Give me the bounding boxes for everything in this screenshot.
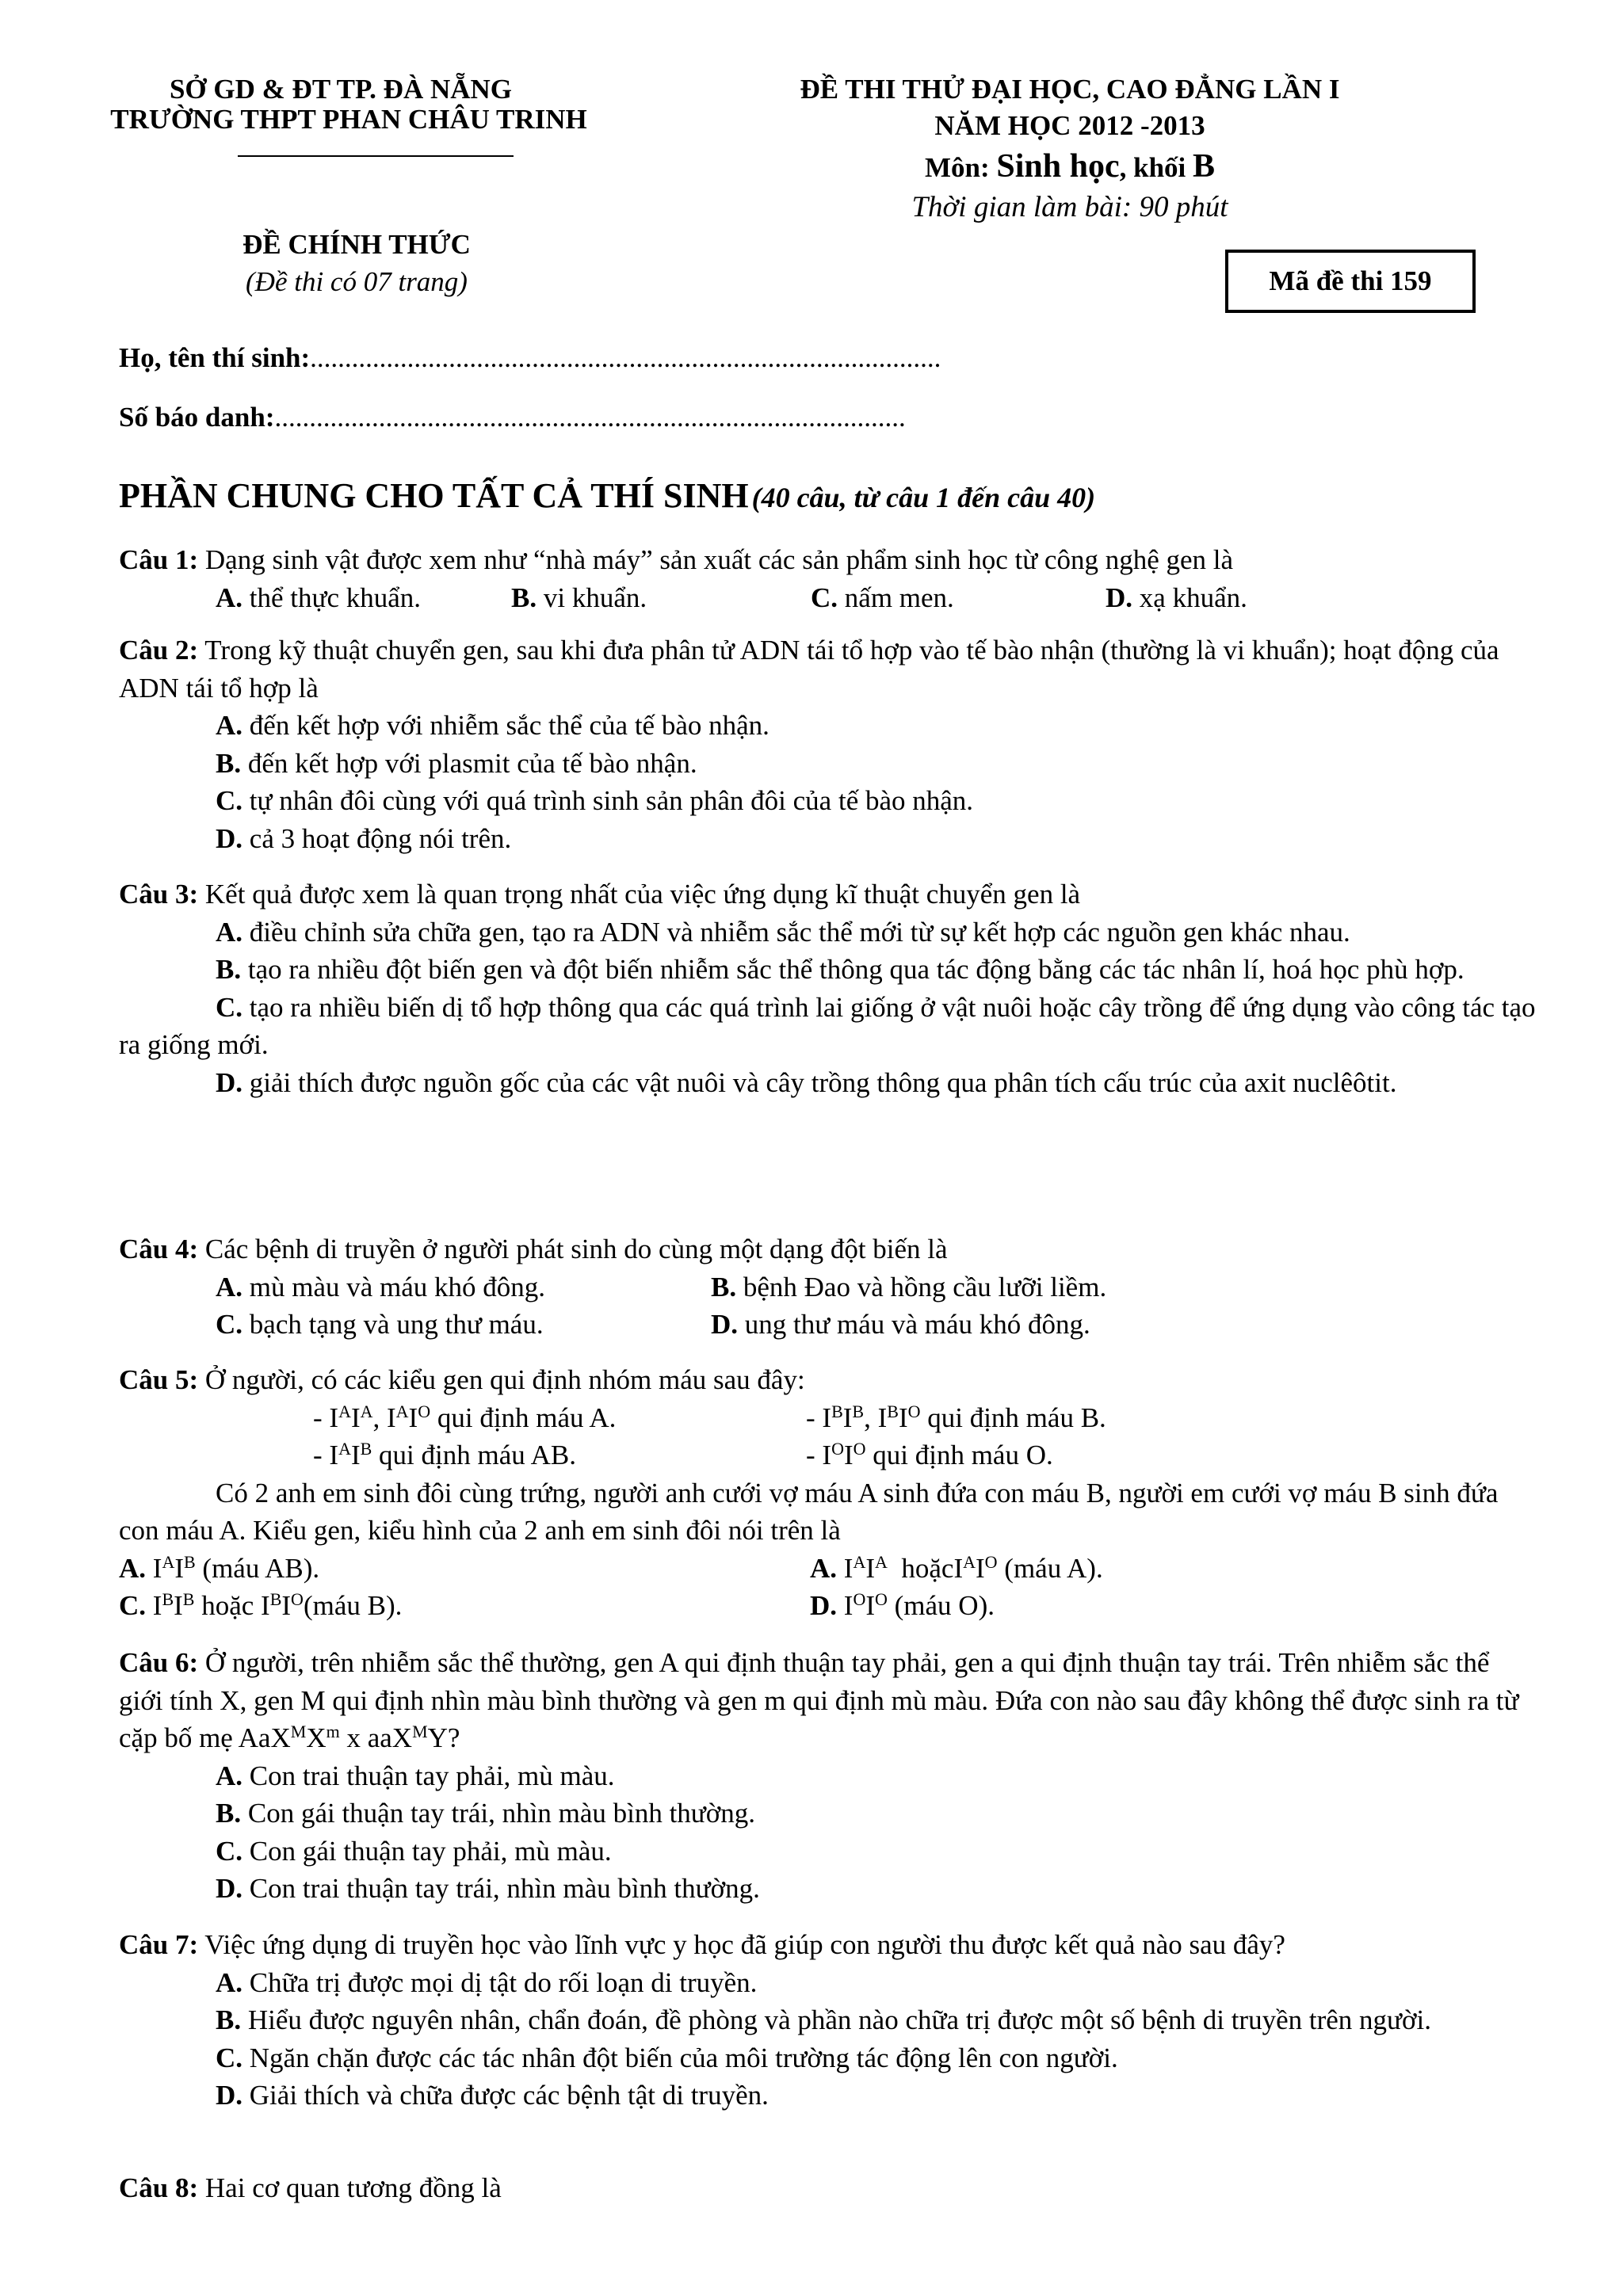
q4-label: Câu 4: xyxy=(119,1234,199,1264)
student-id-dots: ........................................................................................... xyxy=(274,402,906,433)
q5-label: Câu 5: xyxy=(119,1364,199,1395)
exam-code-box xyxy=(1225,250,1476,313)
q4-option-a: mù màu và máu khó đông. xyxy=(249,1271,546,1302)
question-1: Câu 1: Dạng sinh vật được xem như “nhà máy” sản xuất các sản phẩm sinh học từ công nghệ gen là A. thể thực khuẩn. B. vi khuẩn. C. nấm men. D. xạ khuẩn. xyxy=(119,544,1247,613)
exam-title: ĐỀ THI THỬ ĐẠI HỌC, CAO ĐẲNG LẦN I xyxy=(800,74,1340,105)
student-name-dots: ........................................................................................... xyxy=(310,342,941,373)
question-6: Câu 6: Ở người, trên nhiễm sắc thể thường, gen A qui định thuận tay phải, gen a qui định thuận tay trái. Trên nhiễm sắc thể giới tính X, gen M qui định nhìn màu bình thường và gen m qui định mù màu. Đứa con nào sau đây không thể được sinh ra từ cặp bố mẹ $AaX^MX^m$ x aaX$^M$Y? A. Con trai thuận tay phải, mù màu. B. Con gái thuận tay trái, nhìn màu bình thường. C. Con gái thuận tay phải, mù màu. D. Con trai thuận tay trái, nhìn màu bình thường. xyxy=(119,1647,1519,1904)
question-8 xyxy=(119,2169,1537,2207)
q5-option-b: A. $I^AI^A$ $hoặcI^AI^O$ (máu A). xyxy=(810,1551,1103,1584)
q8-text: Hai cơ quan tương đồng là xyxy=(204,2172,502,2203)
exam-duration: Thời gian làm bài: 90 phút xyxy=(911,191,1228,223)
q3-label: Câu 3: xyxy=(119,879,199,910)
q1-label: Câu 1: xyxy=(119,544,199,575)
question-4: Câu 4: Các bệnh di truyền ở người phát sinh do cùng một dạng đột biến là A. mù màu và máu khó đông. B. bệnh Đao và hồng cầu lưỡi liềm. C. bạch tạng và ung thư máu. D. ung thư máu và máu khó đông. xyxy=(119,1234,1107,1340)
department-name: SỞ GD & ĐT TP. ĐÀ NẴNG xyxy=(169,74,513,105)
q5-option-c: C. $I^BI^B$ hoặc $I^BI^O(máu$ B). xyxy=(119,1589,403,1621)
q6-option-b: Con gái thuận tay trái, nhìn màu bình thường. xyxy=(247,1798,756,1829)
q7-option-c: Ngăn chặn được các tác nhân đột biến của môi trường tác động lên con người. xyxy=(249,2042,1118,2073)
q5-text: Ở người, có các kiểu gen qui định nhóm máu sau đây: xyxy=(204,1364,805,1395)
subject-line xyxy=(713,147,1426,185)
question-2: Câu 2: Trong kỹ thuật chuyển gen, sau khi đưa phân tử ADN tái tổ hợp vào tế bào nhận (thường là vi khuẩn); hoạt động của ADN tái tổ hợp là A. đến kết hợp với nhiễm sắc thể của tế bào nhận. B. đến kết hợp với plasmit của tế bào nhận. C. tự nhân đôi cùng với quá trình sinh sản phân đôi của tế bào nhận. D. cả 3 hoạt động nói trên. xyxy=(119,635,1499,854)
q1-option-a: thể thực khuẩn. xyxy=(249,582,422,613)
q7-option-b: Hiểu được nguyên nhân, chẩn đoán, đề phòng và phần nào chữa trị được một số bệnh di truyền trên người. xyxy=(247,2004,1431,2035)
q3-option-b: tạo ra nhiều đột biến gen và đột biến nhiễm sắc thể thông qua tác động bằng các tác nhân lí, hoá học phù hợp. xyxy=(247,954,1465,985)
q8-label: Câu 8: xyxy=(119,2172,199,2203)
q3-option-a: điều chỉnh sửa chữa gen, tạo ra ADN và nhiễm sắc thể mới từ sự kết hợp các nguồn gen khác nhau. xyxy=(249,916,1350,948)
school-year: NĂM HỌC 2012 -2013 xyxy=(934,110,1205,141)
q4-option-b: bệnh Đao và hồng cầu lưỡi liềm. xyxy=(743,1271,1107,1302)
q6-option-c: Con gái thuận tay phải, mù màu. xyxy=(249,1835,612,1867)
subject-name: Sinh học xyxy=(996,148,1120,185)
q6-option-d: Con trai thuận tay trái, nhìn màu bình thường. xyxy=(249,1873,760,1904)
q6-parents-genotype: $AaX^MX^m$ x aaX$^M$Y? xyxy=(238,1722,460,1753)
q2-option-d: cả 3 hoạt động nói trên. xyxy=(249,822,512,854)
q2-option-a: đến kết hợp với nhiễm sắc thể của tế bào nhận. xyxy=(249,710,769,741)
school-name: TRƯỜNG THPT PHAN CHÂU TRINH xyxy=(110,104,587,135)
student-name-label: Họ, tên thí sinh: xyxy=(119,342,311,373)
q2-option-b: đến kết hợp với plasmit của tế bào nhận. xyxy=(247,747,697,779)
q4-option-d: ung thư máu và máu khó đông. xyxy=(744,1309,1090,1340)
student-id-line xyxy=(119,402,906,433)
q6-text: Ở người, trên nhiễm sắc thể thường, gen A qui định thuận tay phải, gen a qui định thuận tay trái. Trên nhiễm sắc thể giới tính X, gen M qui định nhìn màu bình thường và gen m qui định mù màu. Đứa con nào sau đây không thể được sinh ra từ cặp bố mẹ xyxy=(119,1647,1519,1753)
q7-label: Câu 7: xyxy=(119,1929,199,1960)
genotype-o: - $I^OI^O$ qui định máu O. xyxy=(806,1439,1053,1470)
q5-option-d: D. $I^OI^O$ (máu O). xyxy=(810,1589,995,1621)
genotype-ab: - $I^AI^B$ qui định máu AB. xyxy=(313,1439,576,1470)
question-3: Câu 3: Kết quả được xem là quan trọng nhất của việc ứng dụng kĩ thuật chuyển gen là A. điều chỉnh sửa chữa gen, tạo ra ADN và nhiễm sắc thể mới từ sự kết hợp các nguồn gen khác nhau. B. tạo ra nhiều đột biến gen và đột biến nhiễm sắc thể thông qua tác động bằng các tác nhân lí, hoá học phù hợp. C. tạo ra nhiều biến dị tổ hợp thông qua các quá trình lai giống ở vật nuôi hoặc cây trồng để ứng dụng vào công tác tạo ra giống mới. D. giải thích được nguồn gốc của các vật nuôi và cây trồng thông qua phân tích cấu trúc của axit nuclêôtit. xyxy=(119,879,1536,1098)
section-note: (40 câu, từ câu 1 đến câu 40) xyxy=(751,482,1096,513)
question-5 xyxy=(119,1361,1537,1625)
q2-option-c: tự nhân đôi cùng với quá trình sinh sản phân đôi của tế bào nhận. xyxy=(249,785,974,816)
q7-text: Việc ứng dụng di truyền học vào lĩnh vực y học đã giúp con người thu được kết quả nào sau đây? xyxy=(204,1929,1285,1960)
q6-option-a: Con trai thuận tay phải, mù màu. xyxy=(249,1760,615,1791)
subject-mid: , khối xyxy=(1119,152,1193,183)
q7-option-a: Chữa trị được mọi dị tật do rối loạn di truyền. xyxy=(249,1966,758,1998)
q3-option-d: giải thích được nguồn gốc của các vật nuôi và cây trồng thông qua phân tích cấu trúc của axit nuclêôtit. xyxy=(249,1066,1397,1098)
q1-option-d: xạ khuẩn. xyxy=(1139,582,1247,613)
q4-option-c: bạch tạng và ung thư máu. xyxy=(249,1309,544,1340)
q5-paragraph: Có 2 anh em sinh đôi cùng trứng, người anh cưới vợ máu A sinh đứa con máu B, người em cưới vợ máu B sinh đứa con máu A. Kiểu gen, kiểu hình của 2 anh em sinh đôi nói trên là xyxy=(119,1477,1499,1546)
q6-label: Câu 6: xyxy=(119,1647,199,1678)
subject-prefix: Môn: xyxy=(924,152,997,183)
q1-text: Dạng sinh vật được xem như “nhà máy” sản xuất các sản phẩm sinh học từ công nghệ gen là xyxy=(204,544,1234,575)
genotype-a: - $I^AI^A$, $I^AI^O$ qui định máu A. xyxy=(313,1401,617,1433)
question-7: Câu 7: Việc ứng dụng di truyền học vào lĩnh vực y học đã giúp con người thu được kết quả nào sau đây? A. Chữa trị được mọi dị tật do rối loạn di truyền. B. Hiểu được nguyên nhân, chẩn đoán, đề phòng và phần nào chữa trị được một số bệnh di truyền trên người. C. Ngăn chặn được các tác nhân đột biến của môi trường tác động lên con người. D. Giải thích và chữa được các bệnh tật di truyền. xyxy=(119,1929,1431,2111)
genotype-b: - $I^BI^B$, $I^BI^O$ qui định máu B. xyxy=(806,1401,1106,1433)
q3-option-c: tạo ra nhiều biến dị tổ hợp thông qua các quá trình lai giống ở vật nuôi hoặc cây trồng để ứng dụng vào công tác tạo ra giống mới. xyxy=(119,991,1536,1060)
section-heading xyxy=(119,475,1095,516)
page-count-note: (Đề thi có 07 trang) xyxy=(246,266,468,297)
student-id-label: Số báo danh: xyxy=(119,402,275,433)
official-label: ĐỀ CHÍNH THỨC xyxy=(242,229,471,260)
exam-code: Mã đề thi 159 xyxy=(1269,265,1432,296)
q3-text: Kết quả được xem là quan trọng nhất của việc ứng dụng kĩ thuật chuyển gen là xyxy=(204,879,1081,910)
q1-option-b: vi khuẩn. xyxy=(543,582,647,613)
q5-option-a: A. $I^AI^B$ (máu AB). xyxy=(119,1551,320,1584)
q4-text: Các bệnh di truyền ở người phát sinh do cùng một dạng đột biến là xyxy=(204,1234,948,1264)
q2-label: Câu 2: xyxy=(119,635,199,666)
section-title: PHẦN CHUNG CHO TẤT CẢ THÍ SINH xyxy=(119,476,749,515)
student-name-line xyxy=(119,342,941,374)
q2-text: Trong kỹ thuật chuyển gen, sau khi đưa phân tử ADN tái tổ hợp vào tế bào nhận (thường là vi khuẩn); hoạt động của ADN tái tổ hợp là xyxy=(119,635,1499,704)
q1-option-c: nấm men. xyxy=(844,582,954,613)
header-divider xyxy=(238,155,514,157)
subject-block: B xyxy=(1193,148,1216,185)
q7-option-d: Giải thích và chữa được các bệnh tật di truyền. xyxy=(249,2080,769,2111)
